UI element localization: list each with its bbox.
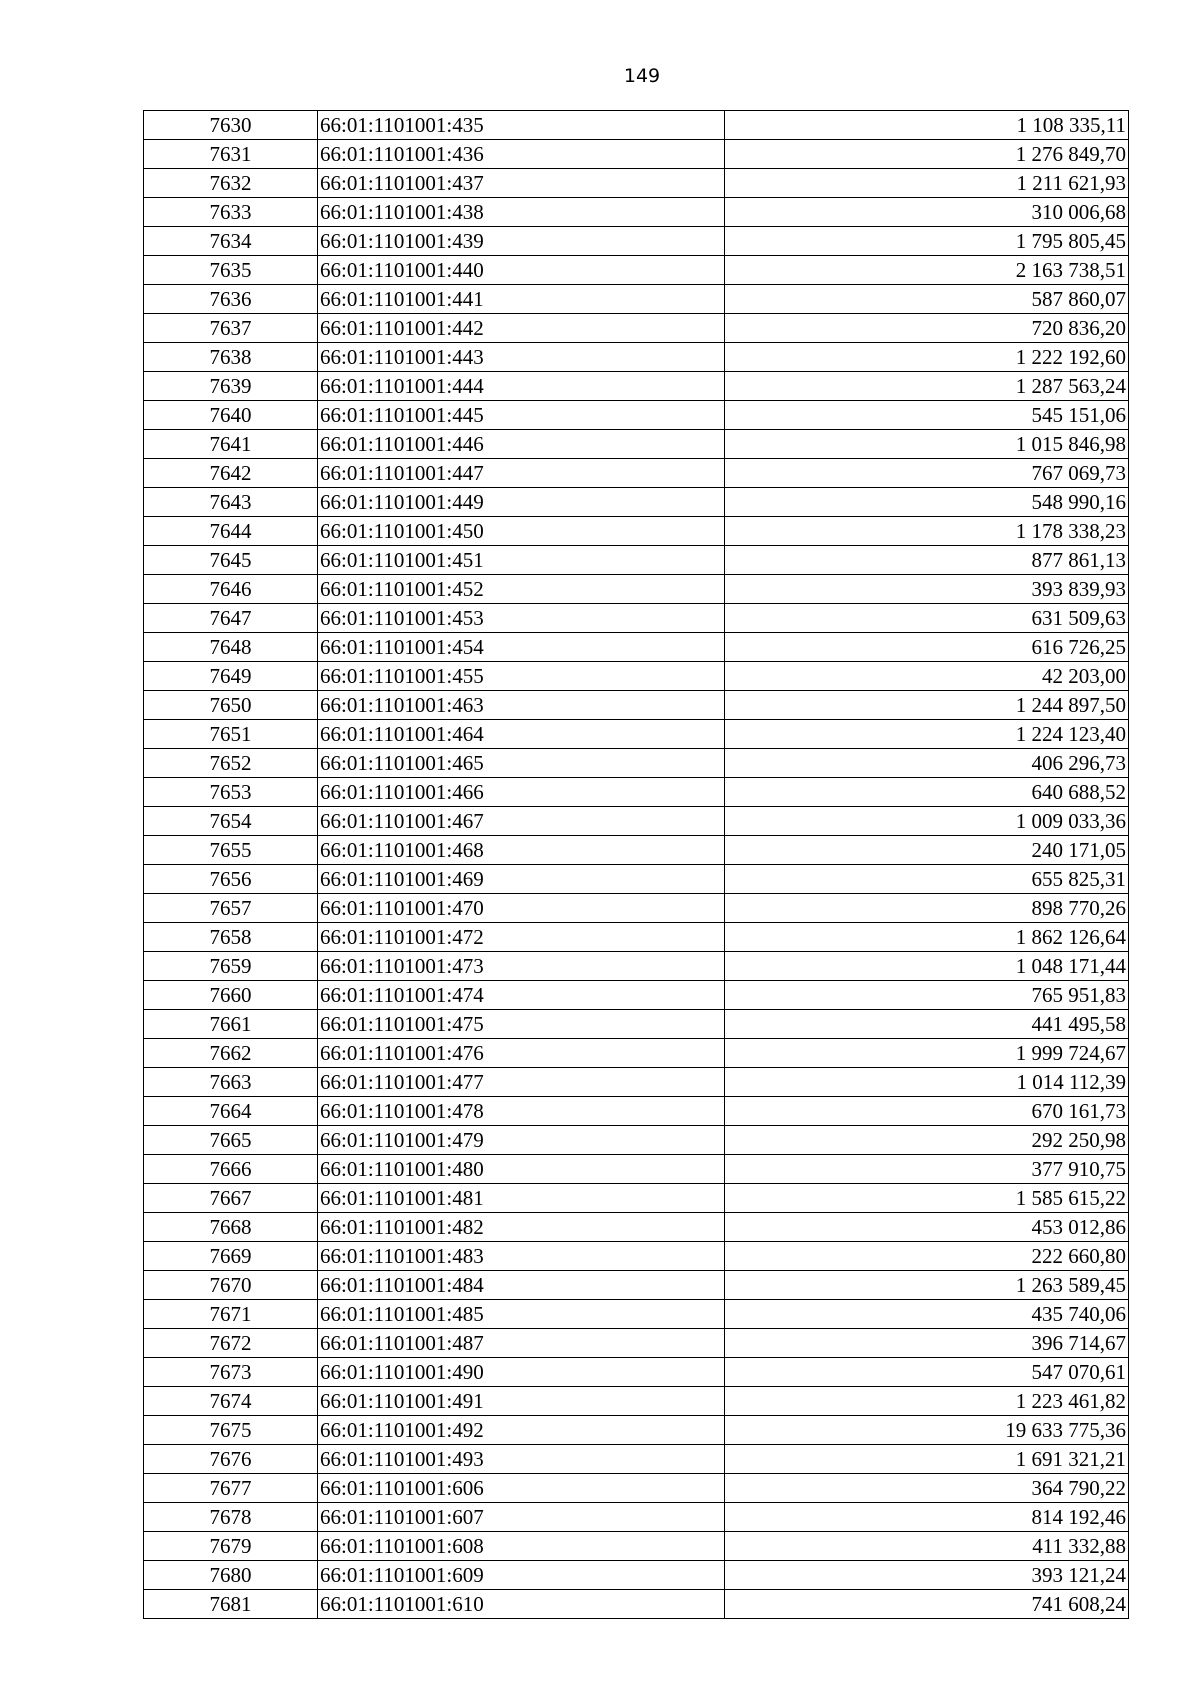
row-number-cell: 7677	[144, 1474, 318, 1503]
cadastral-number-cell: 66:01:1101001:465	[318, 749, 725, 778]
table-row	[144, 517, 1129, 546]
cadastral-value-cell: 393 839,93	[725, 575, 1129, 604]
cadastral-number-cell: 66:01:1101001:474	[318, 981, 725, 1010]
table-row	[144, 314, 1129, 343]
table-row	[144, 1126, 1129, 1155]
table-row	[144, 227, 1129, 256]
table-row	[144, 1503, 1129, 1532]
cadastral-value-cell: 396 714,67	[725, 1329, 1129, 1358]
table-row	[144, 1300, 1129, 1329]
row-number-cell: 7681	[144, 1590, 318, 1619]
table-row	[144, 140, 1129, 169]
cadastral-number-cell: 66:01:1101001:609	[318, 1561, 725, 1590]
cadastral-number-cell: 66:01:1101001:443	[318, 343, 725, 372]
table-row	[144, 488, 1129, 517]
cadastral-number-cell: 66:01:1101001:482	[318, 1213, 725, 1242]
table-row	[144, 836, 1129, 865]
cadastral-value-cell: 1 276 849,70	[725, 140, 1129, 169]
table-row	[144, 749, 1129, 778]
cadastral-number-cell: 66:01:1101001:441	[318, 285, 725, 314]
cadastral-value-cell: 616 726,25	[725, 633, 1129, 662]
cadastral-value-cell: 1 009 033,36	[725, 807, 1129, 836]
table-row	[144, 1155, 1129, 1184]
row-number-cell: 7646	[144, 575, 318, 604]
table-row	[144, 778, 1129, 807]
row-number-cell: 7672	[144, 1329, 318, 1358]
cadastral-value-cell: 1 263 589,45	[725, 1271, 1129, 1300]
cadastral-value-cell: 548 990,16	[725, 488, 1129, 517]
row-number-cell: 7673	[144, 1358, 318, 1387]
row-number-cell: 7670	[144, 1271, 318, 1300]
cadastral-value-cell: 2 163 738,51	[725, 256, 1129, 285]
cadastral-number-cell: 66:01:1101001:491	[318, 1387, 725, 1416]
row-number-cell: 7668	[144, 1213, 318, 1242]
cadastral-value-cell: 292 250,98	[725, 1126, 1129, 1155]
row-number-cell: 7641	[144, 430, 318, 459]
row-number-cell: 7637	[144, 314, 318, 343]
row-number-cell: 7656	[144, 865, 318, 894]
row-number-cell: 7667	[144, 1184, 318, 1213]
cadastral-number-cell: 66:01:1101001:435	[318, 111, 725, 140]
table-body	[144, 111, 1129, 1619]
cadastral-number-cell: 66:01:1101001:479	[318, 1126, 725, 1155]
table-row	[144, 1329, 1129, 1358]
table-row	[144, 720, 1129, 749]
table-row	[144, 865, 1129, 894]
table-row	[144, 430, 1129, 459]
cadastral-value-cell: 435 740,06	[725, 1300, 1129, 1329]
cadastral-number-cell: 66:01:1101001:436	[318, 140, 725, 169]
cadastral-number-cell: 66:01:1101001:480	[318, 1155, 725, 1184]
cadastral-number-cell: 66:01:1101001:477	[318, 1068, 725, 1097]
row-number-cell: 7643	[144, 488, 318, 517]
cadastral-number-cell: 66:01:1101001:466	[318, 778, 725, 807]
row-number-cell: 7633	[144, 198, 318, 227]
cadastral-number-cell: 66:01:1101001:452	[318, 575, 725, 604]
cadastral-value-cell: 814 192,46	[725, 1503, 1129, 1532]
row-number-cell: 7649	[144, 662, 318, 691]
row-number-cell: 7660	[144, 981, 318, 1010]
row-number-cell: 7657	[144, 894, 318, 923]
cadastral-number-cell: 66:01:1101001:437	[318, 169, 725, 198]
row-number-cell: 7654	[144, 807, 318, 836]
cadastral-value-cell: 42 203,00	[725, 662, 1129, 691]
cadastral-number-cell: 66:01:1101001:445	[318, 401, 725, 430]
row-number-cell: 7636	[144, 285, 318, 314]
cadastral-value-cell: 377 910,75	[725, 1155, 1129, 1184]
row-number-cell: 7644	[144, 517, 318, 546]
cadastral-number-cell: 66:01:1101001:472	[318, 923, 725, 952]
row-number-cell: 7632	[144, 169, 318, 198]
table-row	[144, 459, 1129, 488]
table-row	[144, 1532, 1129, 1561]
cadastral-number-cell: 66:01:1101001:473	[318, 952, 725, 981]
cadastral-number-cell: 66:01:1101001:469	[318, 865, 725, 894]
row-number-cell: 7648	[144, 633, 318, 662]
cadastral-number-cell: 66:01:1101001:453	[318, 604, 725, 633]
row-number-cell: 7647	[144, 604, 318, 633]
cadastral-value-cell: 19 633 775,36	[725, 1416, 1129, 1445]
table-row	[144, 169, 1129, 198]
row-number-cell: 7659	[144, 952, 318, 981]
row-number-cell: 7671	[144, 1300, 318, 1329]
row-number-cell: 7635	[144, 256, 318, 285]
table-row	[144, 1561, 1129, 1590]
cadastral-number-cell: 66:01:1101001:451	[318, 546, 725, 575]
cadastral-value-cell: 547 070,61	[725, 1358, 1129, 1387]
table-row	[144, 372, 1129, 401]
cadastral-value-cell: 1 015 846,98	[725, 430, 1129, 459]
table-row	[144, 1416, 1129, 1445]
cadastral-number-cell: 66:01:1101001:606	[318, 1474, 725, 1503]
cadastral-value-cell: 393 121,24	[725, 1561, 1129, 1590]
row-number-cell: 7663	[144, 1068, 318, 1097]
cadastral-value-cell: 222 660,80	[725, 1242, 1129, 1271]
row-number-cell: 7664	[144, 1097, 318, 1126]
table-row	[144, 952, 1129, 981]
cadastral-value-cell: 898 770,26	[725, 894, 1129, 923]
table-row	[144, 691, 1129, 720]
table-row	[144, 343, 1129, 372]
cadastral-value-cell: 1 224 123,40	[725, 720, 1129, 749]
cadastral-value-cell: 765 951,83	[725, 981, 1129, 1010]
cadastral-number-cell: 66:01:1101001:467	[318, 807, 725, 836]
cadastral-number-cell: 66:01:1101001:444	[318, 372, 725, 401]
table-row	[144, 1213, 1129, 1242]
cadastral-value-cell: 720 836,20	[725, 314, 1129, 343]
cadastral-value-cell: 767 069,73	[725, 459, 1129, 488]
cadastral-value-cell: 411 332,88	[725, 1532, 1129, 1561]
cadastral-value-cell: 1 178 338,23	[725, 517, 1129, 546]
cadastral-value-cell: 1 691 321,21	[725, 1445, 1129, 1474]
table-row	[144, 1242, 1129, 1271]
cadastral-value-cell: 1 999 724,67	[725, 1039, 1129, 1068]
cadastral-number-cell: 66:01:1101001:447	[318, 459, 725, 488]
cadastral-number-cell: 66:01:1101001:478	[318, 1097, 725, 1126]
cadastral-number-cell: 66:01:1101001:610	[318, 1590, 725, 1619]
row-number-cell: 7678	[144, 1503, 318, 1532]
cadastral-value-cell: 310 006,68	[725, 198, 1129, 227]
cadastral-number-cell: 66:01:1101001:487	[318, 1329, 725, 1358]
row-number-cell: 7652	[144, 749, 318, 778]
table-row	[144, 633, 1129, 662]
cadastral-number-cell: 66:01:1101001:490	[318, 1358, 725, 1387]
cadastral-value-cell: 1 108 335,11	[725, 111, 1129, 140]
row-number-cell: 7669	[144, 1242, 318, 1271]
table-row	[144, 604, 1129, 633]
table-row	[144, 575, 1129, 604]
table-row	[144, 111, 1129, 140]
row-number-cell: 7680	[144, 1561, 318, 1590]
cadastral-number-cell: 66:01:1101001:608	[318, 1532, 725, 1561]
page-number: 149	[623, 65, 661, 87]
row-number-cell: 7658	[144, 923, 318, 952]
cadastral-number-cell: 66:01:1101001:464	[318, 720, 725, 749]
row-number-cell: 7651	[144, 720, 318, 749]
cadastral-number-cell: 66:01:1101001:483	[318, 1242, 725, 1271]
cadastral-number-cell: 66:01:1101001:438	[318, 198, 725, 227]
cadastral-value-cell: 364 790,22	[725, 1474, 1129, 1503]
row-number-cell: 7655	[144, 836, 318, 865]
row-number-cell: 7640	[144, 401, 318, 430]
row-number-cell: 7676	[144, 1445, 318, 1474]
cadastral-number-cell: 66:01:1101001:454	[318, 633, 725, 662]
table-row	[144, 256, 1129, 285]
cadastral-number-cell: 66:01:1101001:493	[318, 1445, 725, 1474]
cadastral-value-cell: 1 244 897,50	[725, 691, 1129, 720]
table-row	[144, 923, 1129, 952]
table-row	[144, 1474, 1129, 1503]
row-number-cell: 7630	[144, 111, 318, 140]
cadastral-number-cell: 66:01:1101001:481	[318, 1184, 725, 1213]
row-number-cell: 7650	[144, 691, 318, 720]
cadastral-value-cell: 240 171,05	[725, 836, 1129, 865]
cadastral-number-cell: 66:01:1101001:446	[318, 430, 725, 459]
cadastral-value-cell: 1 795 805,45	[725, 227, 1129, 256]
table-row	[144, 198, 1129, 227]
cadastral-value-cell: 1 585 615,22	[725, 1184, 1129, 1213]
table-row	[144, 401, 1129, 430]
table-row	[144, 1039, 1129, 1068]
cadastral-number-cell: 66:01:1101001:492	[318, 1416, 725, 1445]
cadastral-value-cell: 655 825,31	[725, 865, 1129, 894]
row-number-cell: 7634	[144, 227, 318, 256]
cadastral-value-cell: 453 012,86	[725, 1213, 1129, 1242]
cadastral-value-cell: 1 048 171,44	[725, 952, 1129, 981]
row-number-cell: 7631	[144, 140, 318, 169]
row-number-cell: 7645	[144, 546, 318, 575]
cadastral-number-cell: 66:01:1101001:485	[318, 1300, 725, 1329]
row-number-cell: 7675	[144, 1416, 318, 1445]
cadastral-number-cell: 66:01:1101001:468	[318, 836, 725, 865]
row-number-cell: 7661	[144, 1010, 318, 1039]
cadastral-value-cell: 1 222 192,60	[725, 343, 1129, 372]
row-number-cell: 7653	[144, 778, 318, 807]
cadastral-number-cell: 66:01:1101001:475	[318, 1010, 725, 1039]
cadastral-number-cell: 66:01:1101001:455	[318, 662, 725, 691]
cadastral-value-cell: 406 296,73	[725, 749, 1129, 778]
cadastral-value-cell: 1 223 461,82	[725, 1387, 1129, 1416]
cadastral-number-cell: 66:01:1101001:450	[318, 517, 725, 546]
cadastral-value-cell: 1 014 112,39	[725, 1068, 1129, 1097]
table-row	[144, 546, 1129, 575]
cadastral-number-cell: 66:01:1101001:449	[318, 488, 725, 517]
table-row	[144, 1271, 1129, 1300]
cadastral-number-cell: 66:01:1101001:442	[318, 314, 725, 343]
row-number-cell: 7679	[144, 1532, 318, 1561]
table-row	[144, 1068, 1129, 1097]
cadastral-value-cell: 545 151,06	[725, 401, 1129, 430]
table-row	[144, 807, 1129, 836]
cadastral-number-cell: 66:01:1101001:440	[318, 256, 725, 285]
row-number-cell: 7642	[144, 459, 318, 488]
table-row	[144, 1445, 1129, 1474]
cadastral-value-table	[143, 110, 1129, 1619]
table-row	[144, 1358, 1129, 1387]
row-number-cell: 7666	[144, 1155, 318, 1184]
table-row	[144, 285, 1129, 314]
cadastral-number-cell: 66:01:1101001:476	[318, 1039, 725, 1068]
cadastral-value-cell: 631 509,63	[725, 604, 1129, 633]
cadastral-value-cell: 441 495,58	[725, 1010, 1129, 1039]
cadastral-number-cell: 66:01:1101001:463	[318, 691, 725, 720]
cadastral-number-cell: 66:01:1101001:484	[318, 1271, 725, 1300]
table-row	[144, 1010, 1129, 1039]
cadastral-value-cell: 640 688,52	[725, 778, 1129, 807]
row-number-cell: 7662	[144, 1039, 318, 1068]
cadastral-value-cell: 1 862 126,64	[725, 923, 1129, 952]
cadastral-number-cell: 66:01:1101001:607	[318, 1503, 725, 1532]
table-row	[144, 981, 1129, 1010]
cadastral-value-cell: 1 287 563,24	[725, 372, 1129, 401]
cadastral-value-cell: 877 861,13	[725, 546, 1129, 575]
table-row	[144, 1387, 1129, 1416]
cadastral-value-cell: 741 608,24	[725, 1590, 1129, 1619]
row-number-cell: 7665	[144, 1126, 318, 1155]
cadastral-number-cell: 66:01:1101001:439	[318, 227, 725, 256]
table-row	[144, 1097, 1129, 1126]
table-row	[144, 662, 1129, 691]
row-number-cell: 7674	[144, 1387, 318, 1416]
table-row	[144, 1184, 1129, 1213]
row-number-cell: 7639	[144, 372, 318, 401]
cadastral-value-cell: 670 161,73	[725, 1097, 1129, 1126]
row-number-cell: 7638	[144, 343, 318, 372]
cadastral-number-cell: 66:01:1101001:470	[318, 894, 725, 923]
table-row	[144, 1590, 1129, 1619]
cadastral-value-cell: 1 211 621,93	[725, 169, 1129, 198]
table-row	[144, 894, 1129, 923]
cadastral-value-cell: 587 860,07	[725, 285, 1129, 314]
